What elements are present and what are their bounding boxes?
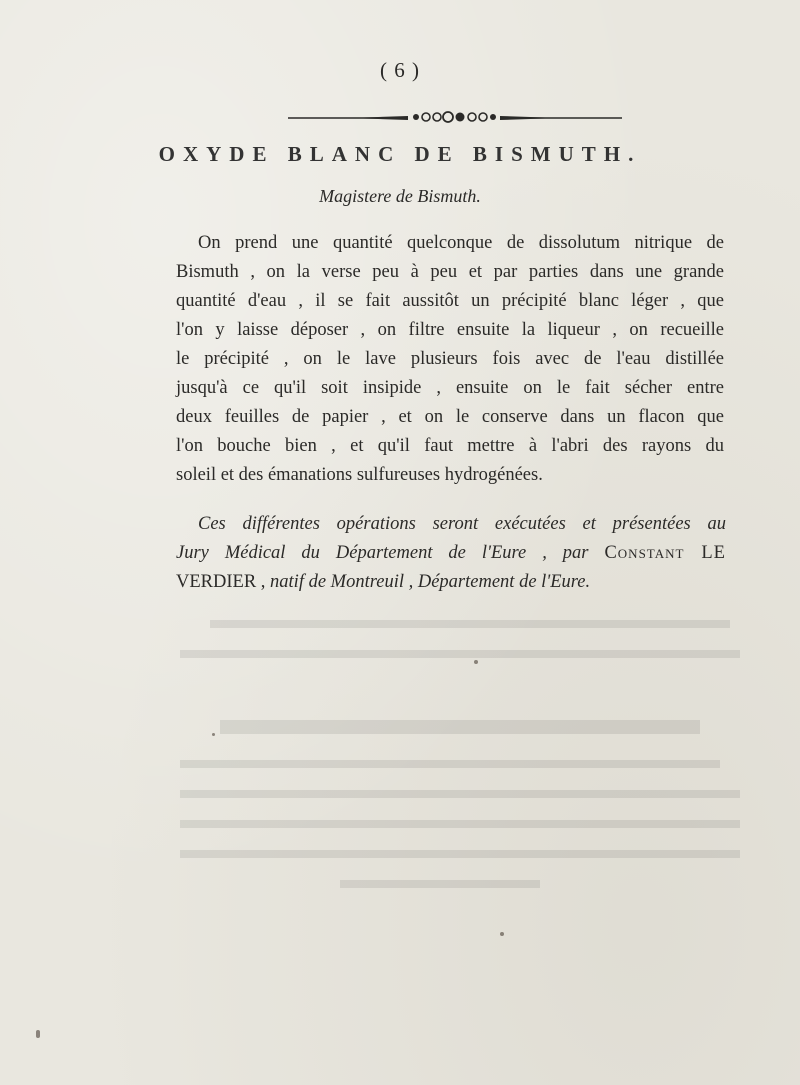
paragraph-line: l'on y laisse déposer , on filtre ensuite la liqueur , on recueille	[176, 320, 724, 340]
ink-speck	[212, 733, 215, 736]
closing-text: Jury Médical du Département de l'Eure , par	[176, 543, 589, 563]
closing-note	[176, 510, 726, 597]
ink-speck	[36, 1030, 40, 1038]
paragraph-line: Bismuth , on la verse peu à peu et par parties dans une grande	[176, 262, 724, 282]
paragraph-line: le précipité , on le lave plusieurs fois avec de l'eau distillée	[176, 349, 724, 369]
closing-text: natif de Montreuil , Département de l'Eure.	[270, 572, 591, 592]
paragraph-line: quantité d'eau , il se fait aussitôt un précipité blanc léger , que	[176, 291, 724, 311]
author-surname: VERDIER ,	[176, 572, 266, 592]
section-subtitle: Magistere de Bismuth.	[319, 186, 481, 206]
section-title: OXYDE BLANC DE BISMUTH.	[158, 142, 642, 166]
closing-line: Ces différentes opérations seront exécutées et présentées au	[198, 514, 726, 534]
decorative-rule	[288, 110, 622, 124]
page-number: ( 6 )	[380, 58, 420, 82]
paragraph-line: deux feuilles de papier , et on le conserve dans un flacon que	[176, 407, 724, 427]
closing-line	[176, 539, 726, 568]
body-paragraph	[176, 229, 724, 490]
show-through-texture	[170, 610, 740, 910]
paragraph-line: jusqu'à ce qu'il soit insipide , ensuite on le fait sécher entre	[176, 378, 724, 398]
paragraph-line: On prend une quantité quelconque de dissolutum nitrique de	[198, 233, 724, 253]
ink-speck	[500, 932, 504, 936]
paragraph-line: soleil et des émanations sulfureuses hydrogénées.	[176, 465, 543, 485]
author-name: Constant LE	[604, 543, 726, 563]
paragraph-line: l'on bouche bien , et qu'il faut mettre à l'abri des rayons du	[176, 436, 724, 456]
ink-speck	[474, 660, 478, 664]
closing-line	[176, 568, 726, 597]
